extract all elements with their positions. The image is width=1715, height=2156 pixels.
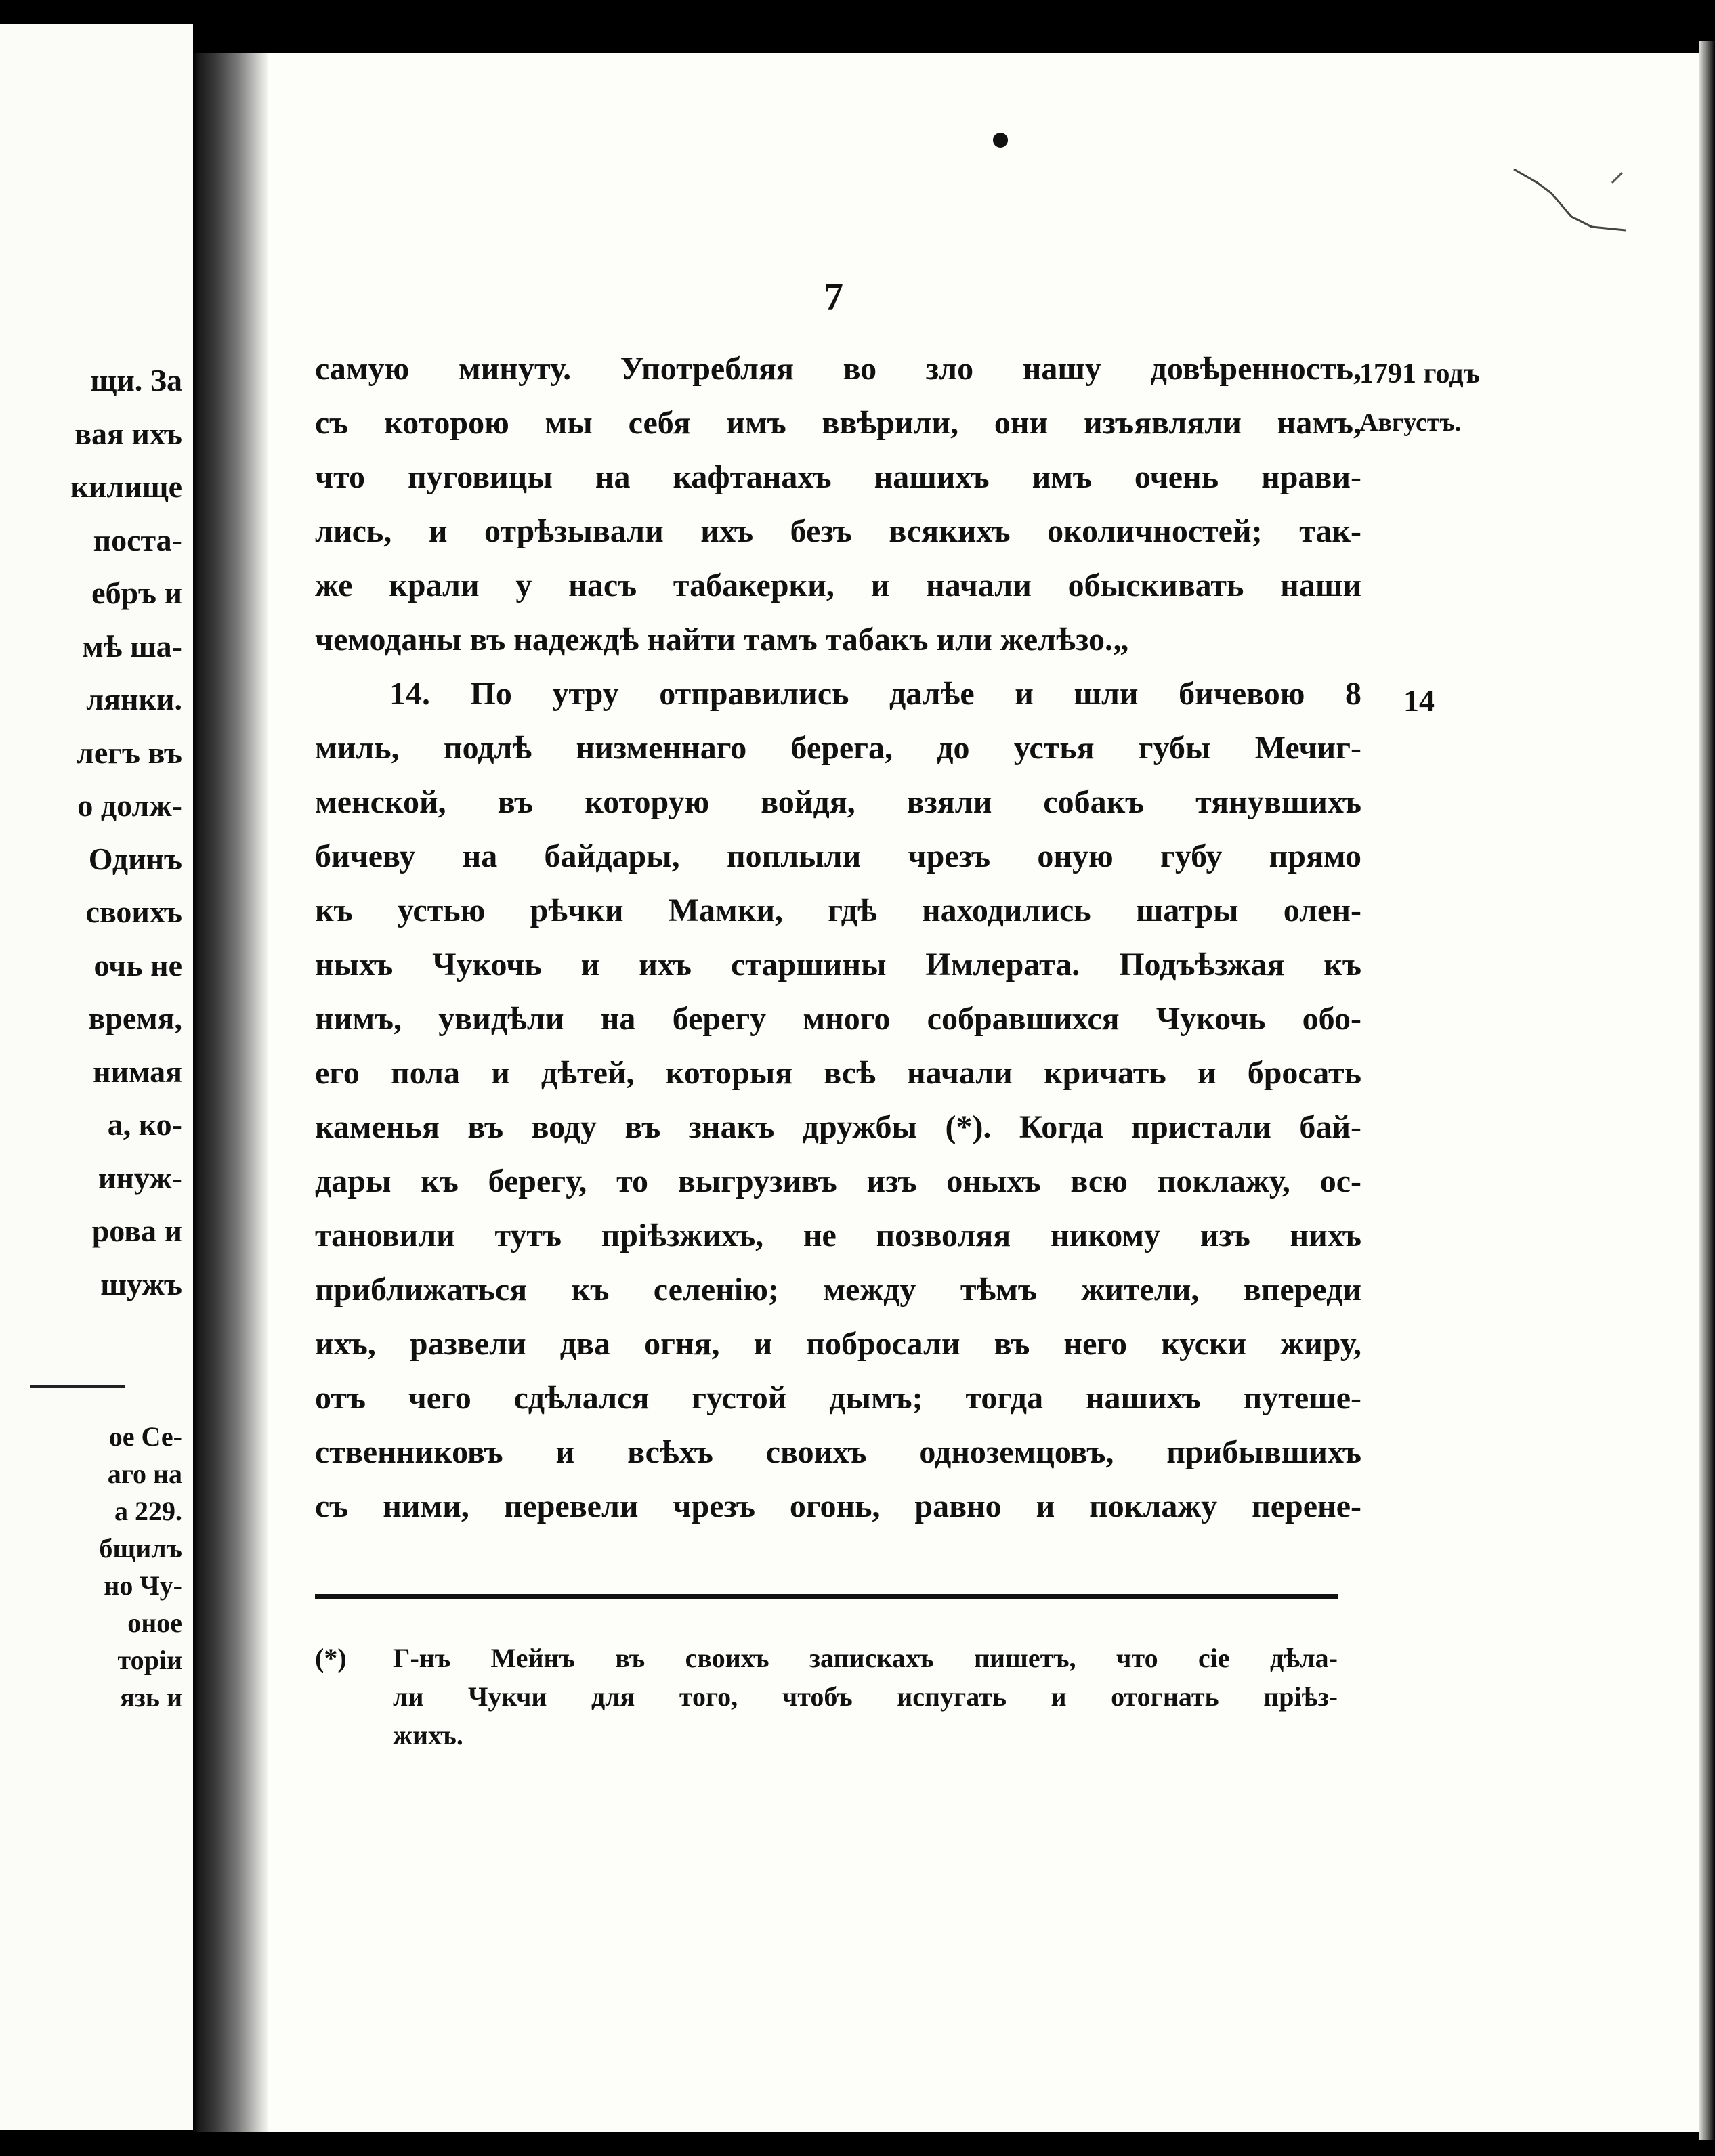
- previous-page-footnote-line: а 229.: [114, 1496, 182, 1526]
- previous-page-line: лянки.: [86, 682, 182, 716]
- text-line: ихъ, развели два огня, и побросали въ него куски жиру,: [315, 1326, 1361, 1362]
- previous-page-line: шужъ: [100, 1266, 182, 1301]
- text-line: съ ними, перевели чрезъ огонь, равно и поклажу перене-: [315, 1488, 1361, 1524]
- footnote-rule: [315, 1594, 1338, 1599]
- margin-note-year: 1791 годъ: [1359, 358, 1481, 389]
- previous-page-footnote-line: бщилъ: [99, 1533, 182, 1564]
- previous-page-line: очь не: [93, 947, 182, 983]
- previous-page-line: нимая: [93, 1054, 182, 1089]
- previous-page-footnote: [0, 1418, 182, 1716]
- previous-page-footnote-line: ое Се-: [108, 1421, 182, 1452]
- footnote: [315, 1639, 1338, 1754]
- text-line: каменья въ воду въ знакъ дружбы (*). Когда пристали бай-: [315, 1109, 1361, 1145]
- text-line: что пуговицы на кафтанахъ нашихъ имъ очень нрави-: [315, 459, 1361, 495]
- page-edge: [1699, 41, 1715, 2140]
- previous-page-line: мѣ ша-: [82, 628, 182, 664]
- previous-page-line: о долж-: [77, 788, 182, 823]
- margin-note-day: 14: [1403, 683, 1435, 718]
- text-line: ныхъ Чукочь и ихъ старшины Имлерата. Подъѣзжая къ: [315, 947, 1361, 983]
- footnote-line: ли Чукчи для того, чтобъ испугать и отогнать пріѣз-: [393, 1681, 1338, 1712]
- text-line: самую минуту. Употребляя во зло нашу довѣренность,: [315, 351, 1361, 387]
- previous-page-footnote-line: но Чу-: [104, 1570, 182, 1601]
- previous-page-line: вая ихъ: [75, 416, 182, 451]
- text-line: миль, подлѣ низменнаго берега, до устья губы Мечиг-: [315, 730, 1361, 766]
- text-line: ственниковъ и всѣхъ своихъ одноземцовъ, прибывшихъ: [315, 1434, 1361, 1470]
- previous-page-line: а, ко-: [107, 1107, 182, 1142]
- previous-page-line: ебръ и: [91, 576, 182, 610]
- previous-page-line: инуж-: [98, 1160, 182, 1195]
- text-line: его пола и дѣтей, которыя всѣ начали кричать и бросать: [315, 1055, 1361, 1091]
- previous-page-line: рова и: [91, 1213, 182, 1248]
- text-line: менской, въ которую войдя, взяли собакъ тянувшихъ: [315, 784, 1361, 820]
- text-line: дары къ берегу, то выгрузивъ изъ оныхъ всю поклажу, ос-: [315, 1163, 1361, 1199]
- previous-page-footnote-line: онoe: [127, 1608, 182, 1638]
- text-line: тановили тутъ пріѣзжихъ, не позволяя никому изъ нихъ: [315, 1217, 1361, 1253]
- previous-page-line: килище: [70, 469, 182, 504]
- text-line: лись, и отрѣзывали ихъ безъ всякихъ околичностей; так-: [315, 513, 1361, 549]
- main-text: [315, 342, 1361, 1534]
- text-line: къ устью рѣчки Мамки, гдѣ находились шатры олен-: [315, 892, 1361, 928]
- previous-page-footnote-rule: [30, 1385, 125, 1388]
- previous-page-line: поста-: [93, 522, 182, 557]
- footnote-line: жихъ.: [393, 1720, 463, 1750]
- previous-page-footnote-line: торіи: [117, 1645, 182, 1675]
- ink-dot: [993, 133, 1008, 148]
- previous-page-footnote-line: язь и: [120, 1682, 182, 1712]
- text-line: 14. По утру отправились далѣе и шли бичевою 8: [389, 676, 1361, 712]
- footnote-line: Г-нъ Мейнъ въ своихъ запискахъ пишетъ, что сіе дѣла-: [393, 1643, 1338, 1673]
- text-line: бичеву на байдары, поплыли чрезъ оную губу прямо: [315, 838, 1361, 874]
- previous-page-line: своихъ: [85, 894, 182, 929]
- previous-page-line: легъ въ: [77, 735, 182, 770]
- pencil-scratch-mark: [1510, 163, 1632, 237]
- margin-note-month: Августъ.: [1359, 408, 1462, 437]
- previous-page-line: время,: [88, 1001, 182, 1035]
- previous-page-footnote-line: аго на: [107, 1459, 182, 1489]
- book-gutter-shadow: [193, 53, 268, 2132]
- text-line: нимъ, увидѣли на берегу много собравшихся Чукочь обо-: [315, 1001, 1361, 1037]
- text-line: чемоданы въ надеждѣ найти тамъ табакъ или желѣзо.„: [315, 622, 1129, 657]
- footnote-mark: (*): [315, 1643, 347, 1673]
- page-number: 7: [824, 275, 843, 319]
- text-line: же крали у насъ табакерки, и начали обыскивать наши: [315, 567, 1361, 603]
- previous-page-fragment: [0, 24, 193, 2130]
- text-line: съ которою мы себя имъ ввѣрили, они изъявляли намъ,: [315, 405, 1361, 441]
- text-line: отъ чего сдѣлался густой дымъ; тогда нашихъ путеше-: [315, 1380, 1361, 1416]
- previous-page-text: [0, 354, 182, 1311]
- previous-page-line: Одинъ: [88, 841, 182, 876]
- text-line: приближаться къ селенію; между тѣмъ жители, впереди: [315, 1272, 1361, 1308]
- previous-page-line: щи. За: [90, 363, 182, 397]
